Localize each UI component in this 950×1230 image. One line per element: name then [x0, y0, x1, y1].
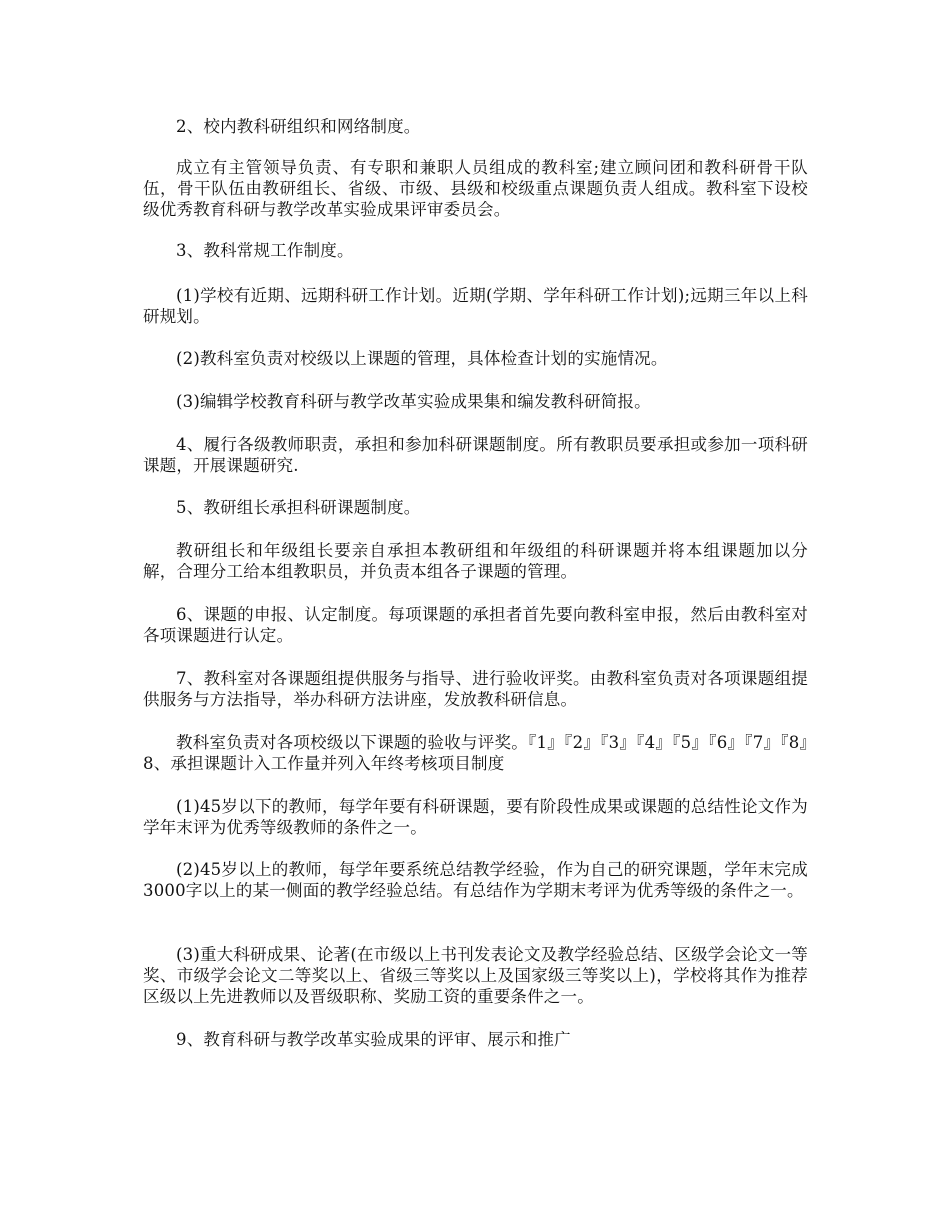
paragraph-item-8-3: (3)重大科研成果、论著(在市级以上书刊发表论文及教学经验总结、区级学会论文一等奖、市级学会论文二等奖以上、省级三等奖以上及国家级三等奖以上)，学校将其作为推荐区级以上先进教师以及晋级职称、奖励工资的重要条件之一。: [143, 945, 808, 1006]
paragraph-item-3-2: (2)教科室负责对校级以上课题的管理，具体检查计划的实施情况。: [176, 349, 668, 368]
paragraph-section-2-body: 成立有主管领导负责、有专职和兼职人员组成的教科室;建立顾问团和教科研骨干队伍，骨干队伍由教研组长、省级、市级、县级和校级重点课题负责人组成。教科室下设校级优秀教育科研与教学改革实验成果评审委员会。: [143, 158, 808, 219]
paragraph-section-7: 7、教科室对各课题组提供服务与指导、进行验收评奖。由教科室负责对各项课题组提供服务与方法指导，举办科研方法讲座，发放教科研信息。: [143, 669, 808, 709]
paragraph-section-5-body: 教研组长和年级组长要亲自承担本教研组和年级组的科研课题并将本组课题加以分解，合理分工给本组教职员，并负责本组各子课题的管理。: [143, 541, 808, 581]
paragraph-section-2-heading: 2、校内教科研组织和网络制度。: [176, 117, 421, 136]
paragraph-item-3-1: (1)学校有近期、远期科研工作计划。近期(学期、学年科研工作计划);远期三年以上科研规划。: [143, 286, 808, 326]
paragraph-item-3-3: (3)编辑学校教育科研与教学改革实验成果集和编发教科研简报。: [176, 392, 651, 411]
paragraph-section-4: 4、履行各级教师职责，承担和参加科研课题制度。所有教职员要承担或参加一项科研课题，开展课题研究.: [143, 435, 808, 475]
paragraph-item-8-2: (2)45岁以上的教师，每学年要系统总结教学经验，作为自己的研究课题，学年末完成3000字以上的某一侧面的教学经验总结。有总结作为学期末考评为优秀等级的条件之一。: [143, 860, 808, 900]
paragraph-item-8-1: (1)45岁以下的教师，每学年要有科研课题，要有阶段性成果或课题的总结性论文作为学年末评为优秀等级教师的条件之一。: [143, 797, 808, 837]
paragraph-section-6: 6、课题的申报、认定制度。每项课题的承担者首先要向教科室申报，然后由教科室对各项课题进行认定。: [143, 605, 808, 645]
paragraph-section-7-8: 教科室负责对各项校级以下课题的验收与评奖。『1』『2』『3』『4』『5』『6』『7』『8』8、承担课题计入工作量并列入年终考核项目制度: [143, 733, 808, 773]
paragraph-section-9-heading: 9、教育科研与教学改革实验成果的评审、展示和推广: [176, 1030, 571, 1049]
paragraph-section-3-heading: 3、教科常规工作制度。: [176, 241, 354, 260]
paragraph-section-5-heading: 5、教研组长承担科研课题制度。: [176, 498, 421, 517]
